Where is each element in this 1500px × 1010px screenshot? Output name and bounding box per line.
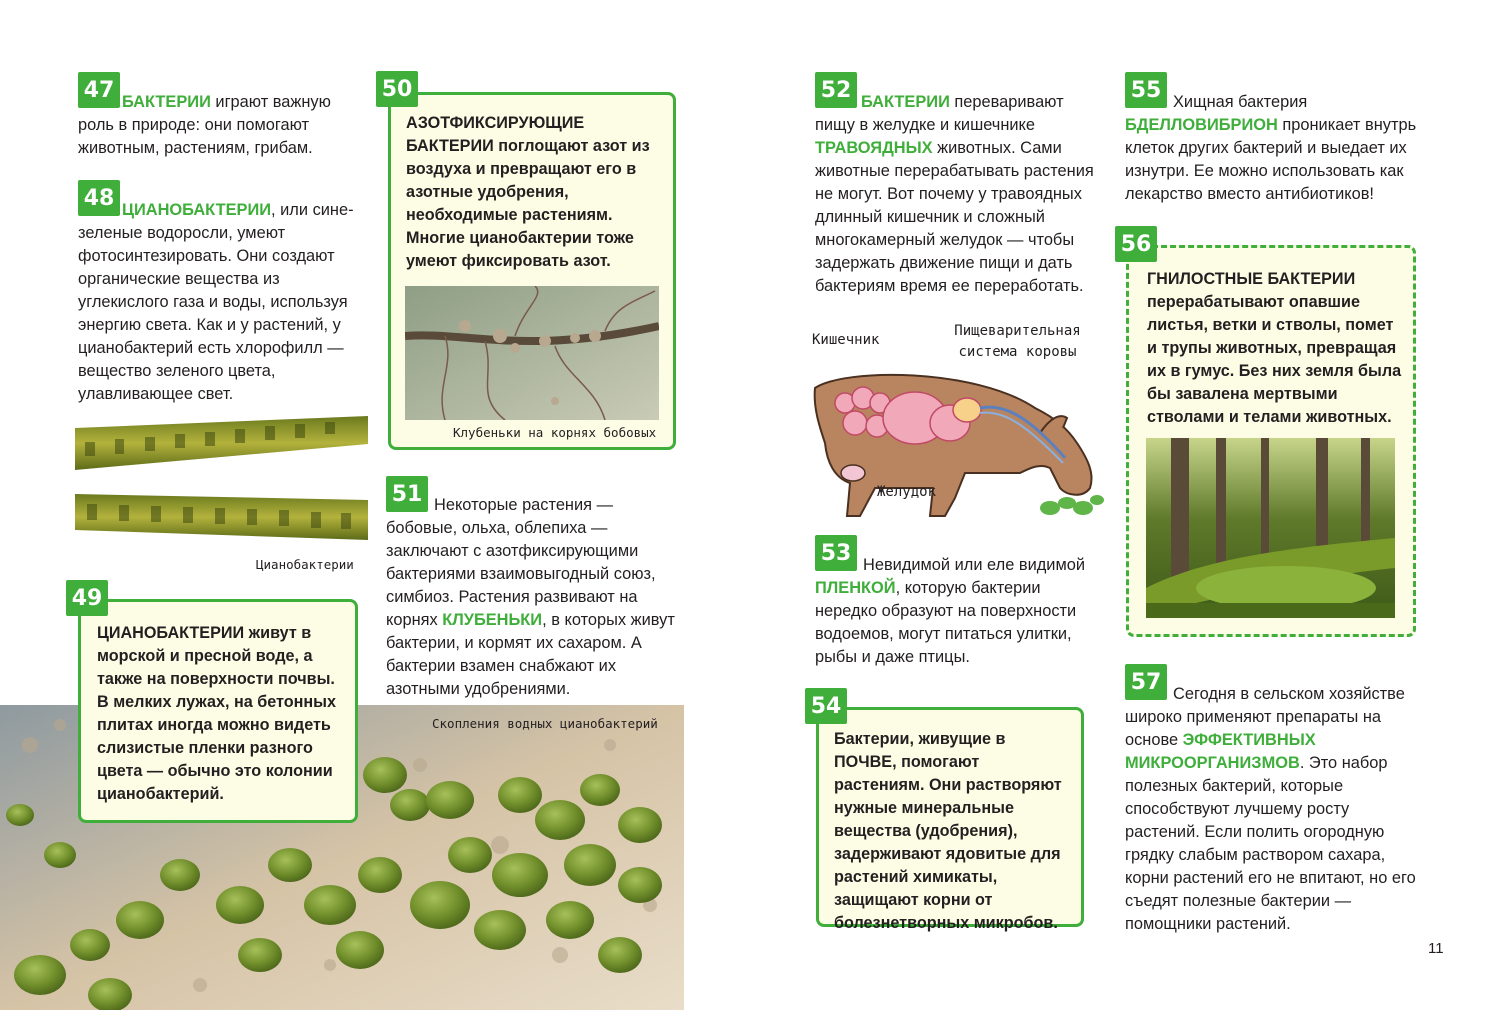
nodules-caption: Клубеньки на корнях бобовых: [453, 425, 657, 440]
fact-47-text: БАКТЕРИИ играют важную роль в природе: они помогают животным, растениям, грибам.: [78, 93, 331, 157]
root-nodules-photo: [405, 286, 659, 420]
fact-55-text: Хищная бактерия БДЕЛЛОВИБРИОН проникает внутрь клеток других бактерий и выедает их изнутри. Ее можно использовать как лекарство вместо антибиотиков!: [1125, 93, 1417, 203]
cyanobacteria-photo: [75, 408, 368, 548]
fact-53-text: Невидимой или еле видимой ПЛЕНКОЙ, которую бактерии нередко образуют на поверхности водоемов, могут питаться улитки, рыбы и даже птицы.: [815, 556, 1085, 666]
fact-52-badge: 52: [815, 72, 857, 108]
cyanobacteria-caption: Цианобактерии: [256, 557, 354, 572]
fact-56-badge: 56: [1115, 226, 1157, 262]
fact-56-text: ГНИЛОСТНЫЕ БАКТЕРИИ перерабатывают опавшие листья, ветки и стволы, помет и трупы животных, превращая их в гумус. Без них земля была бы завалена мертвыми стволами и телами животных.: [1147, 270, 1402, 426]
fact-50-badge: 50: [376, 71, 418, 107]
fact-47-badge: 47: [78, 72, 120, 108]
fact-54-text: Бактерии, живущие в ПОЧВЕ, помогают растениям. Они растворяют нужные минеральные вещества (удобрения), задерживают ядовитые для растений химикаты, защищают корни от болезнетворных микробов.: [834, 730, 1062, 932]
fact-55-badge: 55: [1125, 72, 1167, 108]
fact-51-badge: 51: [386, 476, 428, 512]
forest-photo: [1146, 438, 1395, 618]
fact-52-text: БАКТЕРИИ переваривают пищу в желудке и кишечнике ТРАВОЯДНЫХ животных. Сами животные перерабатывать растения не могут. Вот почему у травоядных длинный кишечник и сложный многокамерный желудок — чтобы задержать движение пищи и дать бактериям время ее переработать.: [815, 93, 1094, 295]
fact-51-text: Некоторые растения — бобовые, ольха, облепиха — заключают с азотфиксирующими бактериями взаимовыгодный союз, симбиоз. Растения развивают на корнях КЛУБЕНЬКИ, в которых живут бактерии, и кормят их сахаром. А бактерии взамен снабжают их азотными удобрениями.: [386, 496, 675, 698]
fact-53-badge: 53: [815, 535, 857, 571]
fact-50-text: АЗОТФИКСИРУЮЩИЕ БАКТЕРИИ поглощают азот из воздуха и превращают его в азотные удобрения, необходимые растениям. Многие цианобактерии тоже умеют фиксировать азот.: [406, 114, 650, 270]
fact-48-badge: 48: [78, 180, 120, 216]
page-number: 11: [1428, 940, 1444, 957]
fact-48-text: ЦИАНОБАКТЕРИИ, или сине-зеленые водоросли, умеют фотосинтезировать. Они создают органические вещества из углекислого газа и воды, используя энергию света. Как и у растений, у цианобактерий есть хлорофилл — вещество зеленого цвета, улавливающее свет.: [78, 201, 354, 403]
colonies-caption: Скопления водных цианобактерий: [432, 716, 658, 731]
fact-57-badge: 57: [1125, 664, 1167, 700]
stomach-label: Желудок: [877, 484, 937, 500]
cow-digestive-diagram: [805, 348, 1105, 524]
fact-49-text: ЦИАНОБАКТЕРИИ живут в морской и пресной воде, а также на поверхности почвы. В мелких лужах, на бетонных плитах иногда можно видеть слизистые пленки разного цвета — обычно это колонии цианобактерий.: [97, 624, 336, 803]
intestine-label: Кишечник: [812, 332, 880, 348]
fact-54-badge: 54: [805, 688, 847, 724]
fact-57-text: Сегодня в сельском хозяйстве широко применяют препараты на основе ЭФФЕКТИВНЫХ МИКРООРГАНИЗМОВ. Это набор полезных бактерий, которые способствуют лучшему росту растений. Если полить огородную грядку слабым раствором сахара, корни растений его не впитают, но его съедят полезные бактерии — помощники растений.: [1125, 685, 1416, 933]
cow-diagram-title: Пищеварительная система коровы: [954, 323, 1081, 360]
fact-49-badge: 49: [66, 580, 108, 616]
